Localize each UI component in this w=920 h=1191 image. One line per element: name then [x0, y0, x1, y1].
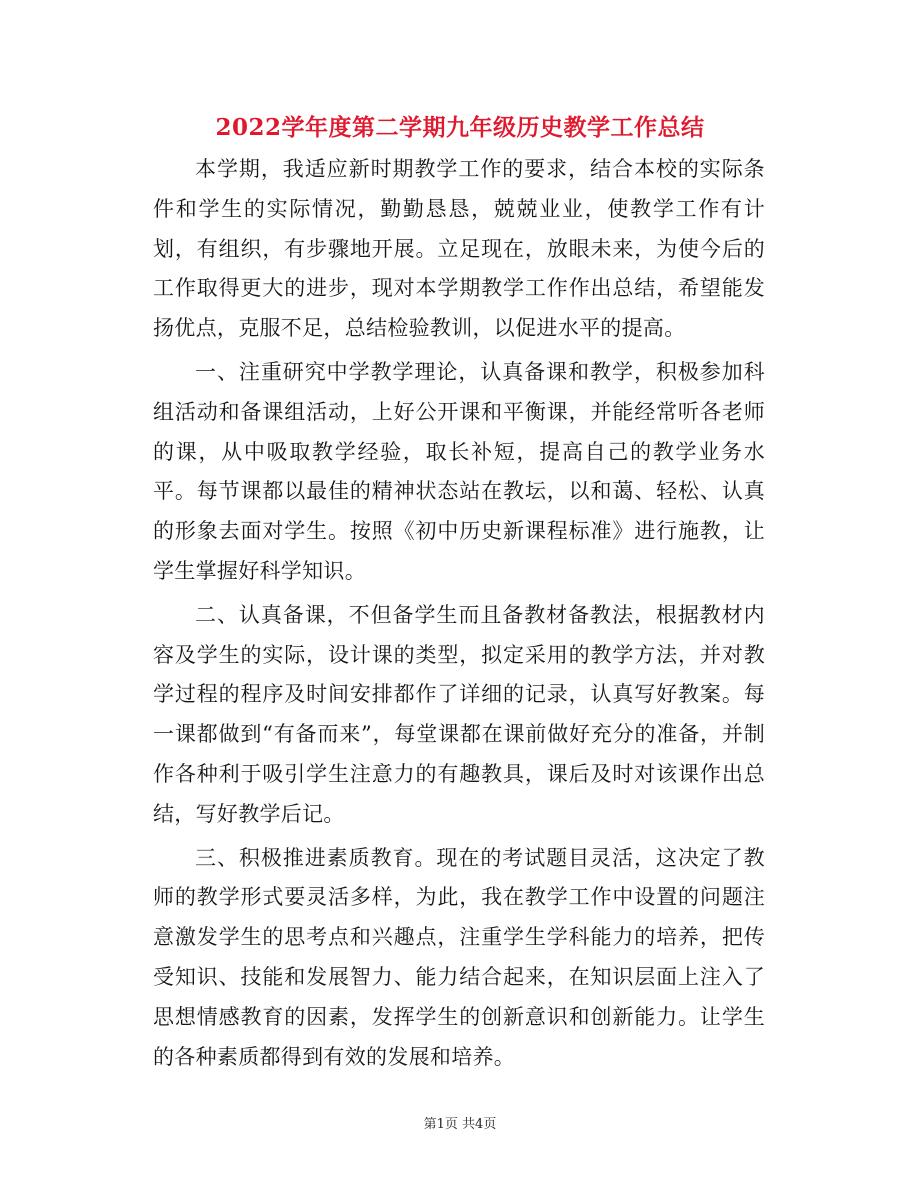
document-title: 2022学年度第二学期九年级历史教学工作总结 — [215, 114, 705, 141]
paragraph-section-1: 一、注重研究中学教学理论，认真备课和教学，积极参加科组活动和备课组活动，上好公开课和平衡课，并能经常听各老师的课，从中吸取教学经验，取长补短，提高自己的教学业务水平。每节课都以最佳的精神状态站在教坛，以和蔼、轻松、认真的形象去面对学生。按照《初中历史新课程标准》进行施教，让学生掌握好科学知识。 — [153, 359, 765, 583]
paragraph-section-3: 三、积极推进素质教育。现在的考试题目灵活，这决定了教师的教学形式要灵活多样，为此，我在教学工作中设置的问题注意激发学生的思考点和兴趣点，注重学生学科能力的培养，把传受知识、技能和发展智力、能力结合起来，在知识层面上注入了思想情感教育的因素，发挥学生的创新意识和创新能力。让学生的各种素质都得到有效的发展和培养。 — [153, 845, 765, 1069]
paragraph-section-2: 二、认真备课，不但备学生而且备教材备教法，根据教材内容及学生的实际，设计课的类型，拟定采用的教学方法，并对教学过程的程序及时间安排都作了详细的记录，认真写好教案。每一课都做到“有备而来”，每堂课都在课前做好充分的准备，并制作各种利于吸引学生注意力的有趣教具，课后及时对该课作出总结，写好教学后记。 — [153, 602, 765, 826]
page-number-footer: 第1页 共4页 — [423, 1117, 497, 1132]
document-body — [153, 150, 765, 1077]
paragraph-intro: 本学期，我适应新时期教学工作的要求，结合本校的实际条件和学生的实际情况，勤勤恳恳，兢兢业业，使教学工作有计划，有组织，有步骤地开展。立足现在，放眼未来，为使今后的工作取得更大的进步，现对本学期教学工作作出总结，希望能发扬优点，克服不足，总结检验教训，以促进水平的提高。 — [153, 157, 765, 341]
